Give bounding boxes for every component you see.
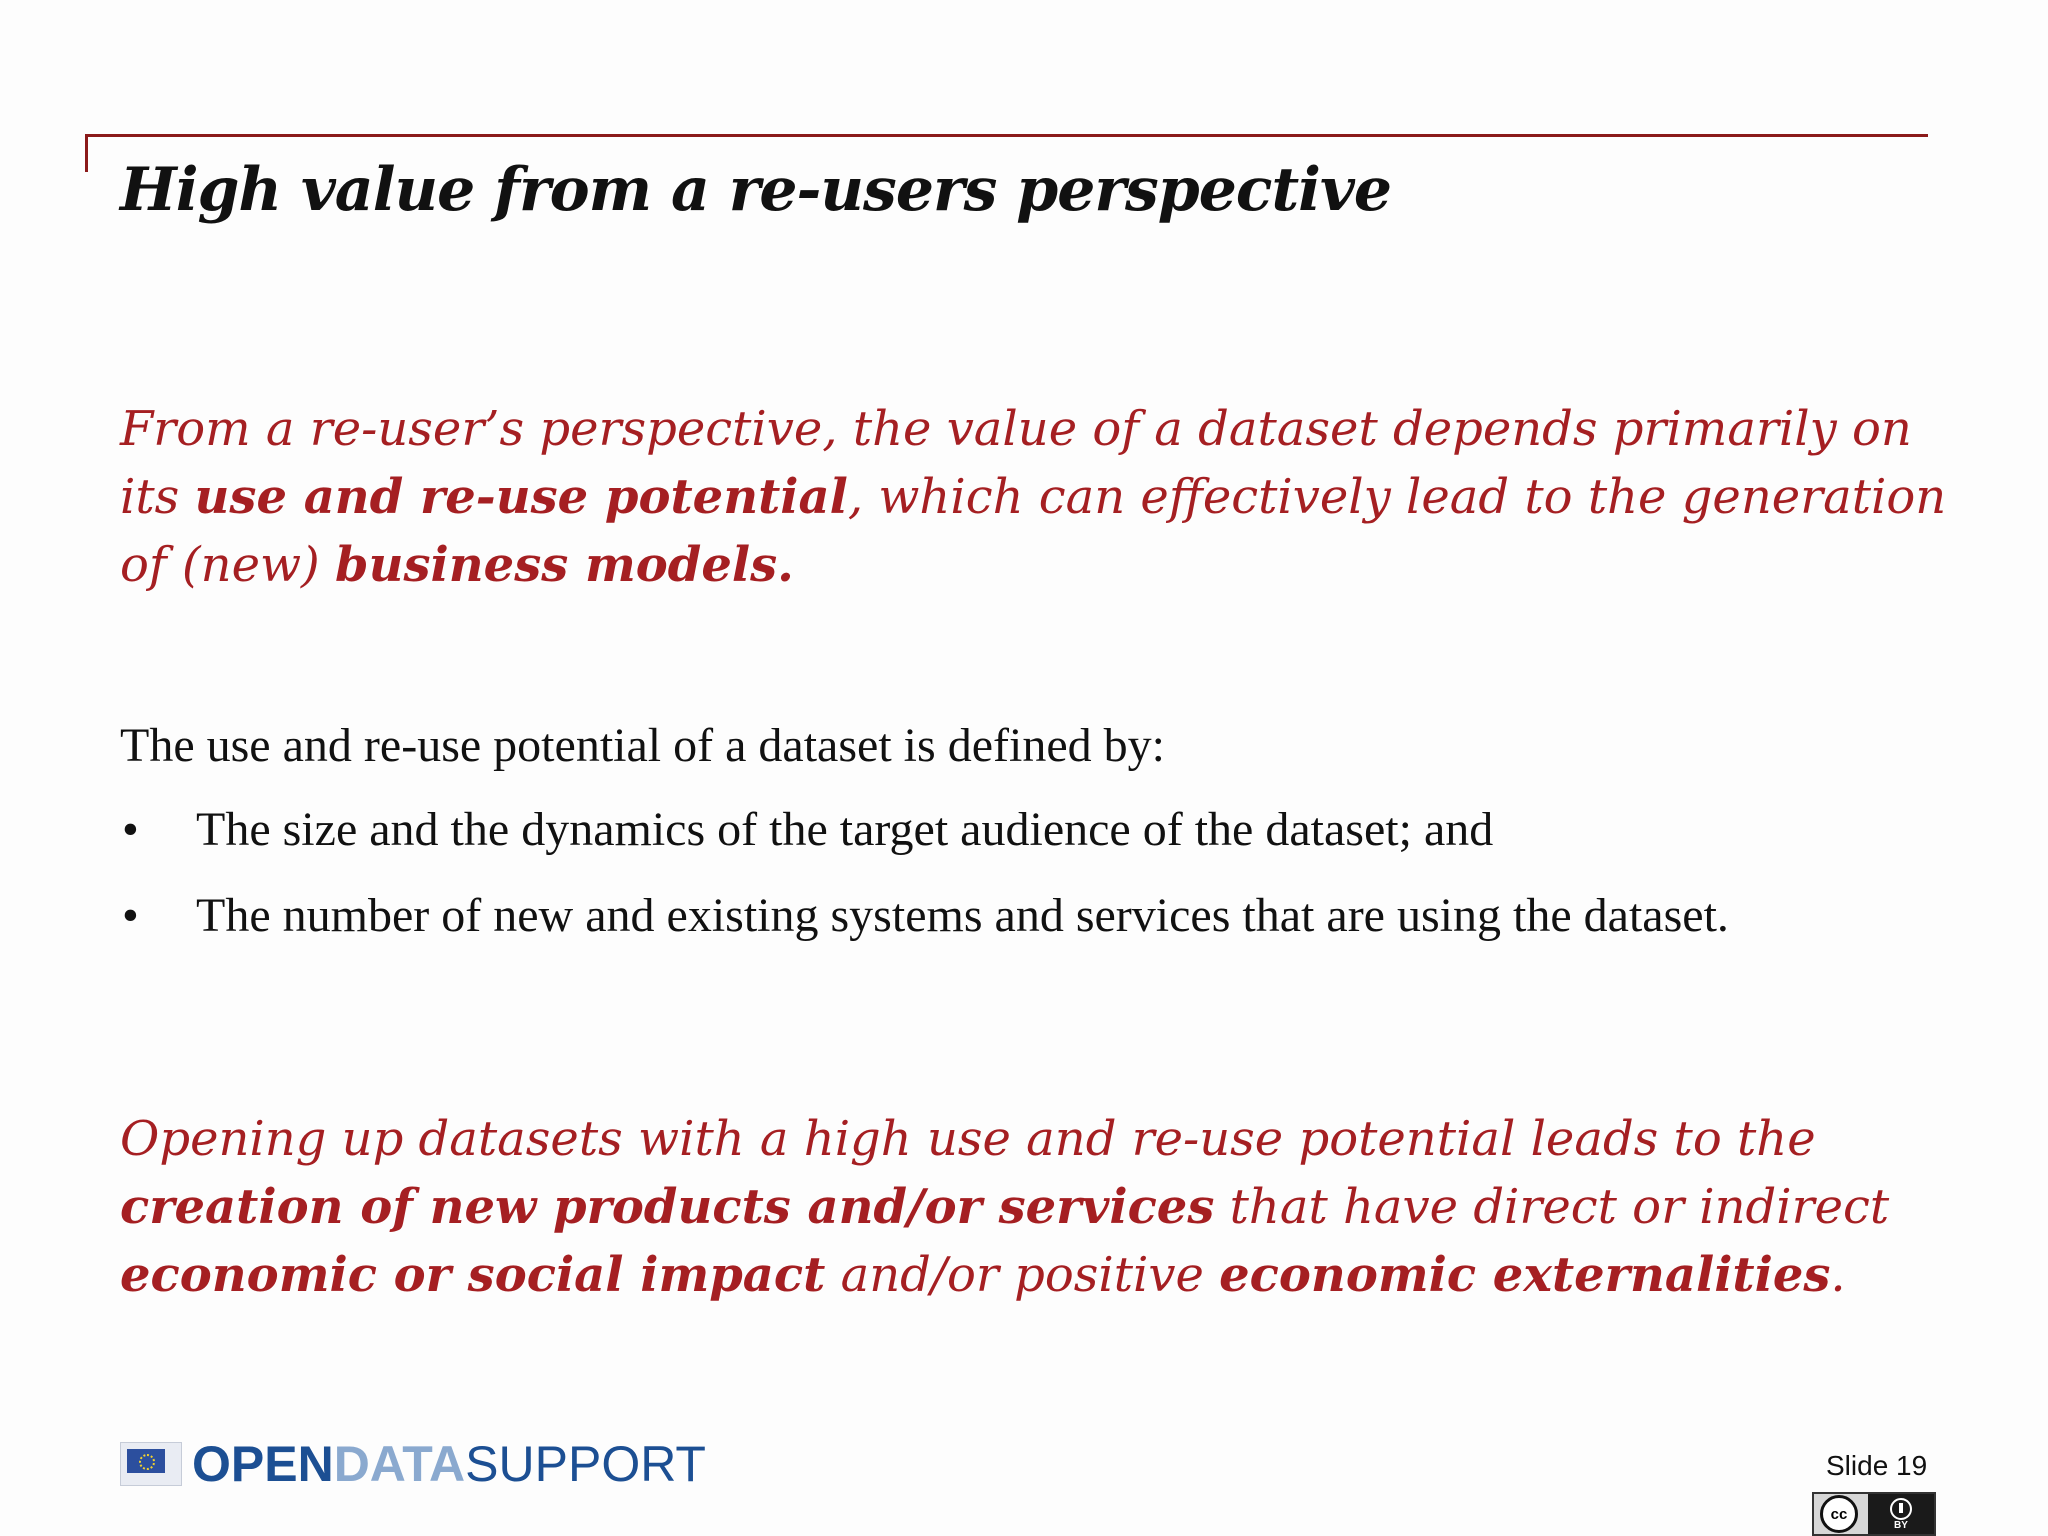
paragraph-text: From a re-user’s perspective, the value of a dataset depends primarily on its xyxy=(120,401,1912,525)
title-rule-tick xyxy=(85,134,88,172)
logo-data: DATA xyxy=(333,1436,466,1492)
emphasis-text: creation of new products and/or services xyxy=(120,1179,1215,1235)
creative-commons-icon: cc xyxy=(1820,1495,1858,1533)
conclusion-paragraph xyxy=(120,1105,1950,1309)
bullet-text: The number of new and existing systems and services that are using the dataset. xyxy=(196,889,1729,942)
by-label: BY xyxy=(1894,1519,1908,1531)
attribution-icon xyxy=(1890,1498,1912,1520)
list-item xyxy=(118,886,1878,946)
intro-paragraph xyxy=(120,395,1950,599)
paragraph-text: Opening up datasets with a high use and re-use potential leads to the xyxy=(120,1111,1816,1167)
logo-open: OPEN xyxy=(192,1436,334,1492)
eu-flag-icon xyxy=(120,1442,182,1486)
logo-wordmark xyxy=(192,1435,706,1493)
bullet-marker: • xyxy=(122,889,139,942)
slide-title: High value from a re-users perspective xyxy=(120,155,1392,225)
bullet-list xyxy=(118,800,1878,972)
cc-by-license-badge[interactable] xyxy=(1812,1492,1936,1536)
list-item xyxy=(118,800,1878,860)
paragraph-text: and/or positive xyxy=(825,1247,1220,1303)
paragraph-text: , which can effectively lead to the generation of (new) xyxy=(120,469,1947,593)
emphasis-text: economic or social impact xyxy=(120,1247,826,1303)
attribution-block xyxy=(1868,1494,1934,1534)
bullet-text: The size and the dynamics of the target audience of the dataset; and xyxy=(196,803,1494,856)
paragraph-text: that have direct or indirect xyxy=(1214,1179,1890,1235)
logo-support: SUPPORT xyxy=(465,1436,706,1492)
emphasis-text: use and re-use potential xyxy=(194,469,848,525)
title-rule xyxy=(85,134,1928,137)
bullet-marker: • xyxy=(122,803,139,856)
lead-text: The use and re-use potential of a dataset is defined by: xyxy=(120,719,1165,772)
slide-number: Slide 19 xyxy=(1826,1450,1928,1481)
open-data-support-logo xyxy=(120,1435,706,1493)
emphasis-text: business models. xyxy=(335,537,794,593)
emphasis-text: economic externalities xyxy=(1219,1247,1831,1303)
paragraph-text: . xyxy=(1830,1247,1846,1303)
